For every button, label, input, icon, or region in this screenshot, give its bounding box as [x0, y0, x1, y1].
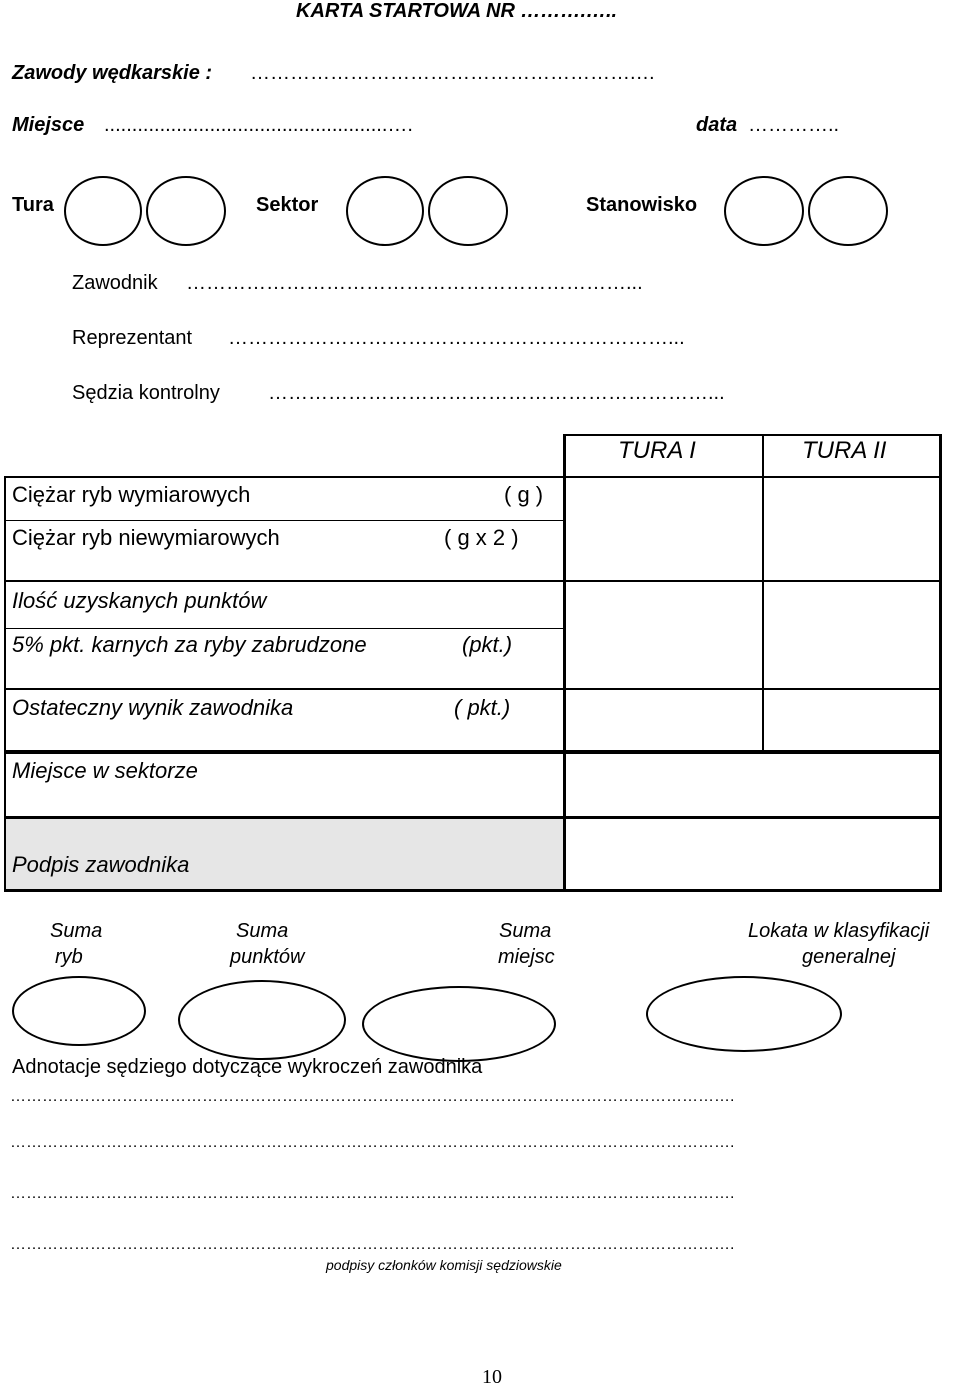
table-left-border	[4, 476, 6, 892]
sector-digit-2-circle[interactable]	[428, 176, 508, 246]
table-col-divider-2	[762, 434, 764, 752]
row-separator-5	[4, 750, 942, 754]
row-signature-label: Podpis zawodnika	[12, 852, 190, 877]
table-bottom-border	[4, 889, 942, 892]
row-result-unit: ( pkt.)	[454, 695, 511, 720]
place-label: Miejsce	[12, 114, 85, 136]
notes-line-2[interactable]: ……………………………………………………………………………………………………………………….	[10, 1134, 735, 1151]
stand-digit-2-circle[interactable]	[808, 176, 888, 246]
date-label: data	[696, 114, 738, 136]
row-penalty-unit: (pkt.)	[462, 632, 513, 657]
stand-label: Stanowisko	[586, 194, 698, 216]
row-separator-4	[4, 688, 942, 690]
row-penalty-label: 5% pkt. karnych za ryby zabrudzone	[12, 632, 367, 657]
judge-notes-label: Adnotacje sędziego dotyczące wykroczeń zawodnika	[12, 1056, 483, 1078]
sum-places-label-2: miejsc	[498, 946, 555, 968]
ranking-label-2: generalnej	[802, 946, 896, 968]
sum-points-label-2: punktów	[230, 946, 305, 968]
round-digit-1-circle[interactable]	[64, 176, 142, 246]
row-undersize-unit: ( g x 2 )	[444, 525, 519, 550]
sum-fish-label-2: ryb	[55, 946, 83, 968]
page-number: 10	[482, 1366, 502, 1388]
notes-line-3[interactable]: ……………………………………………………………………………………………………………………….	[10, 1185, 735, 1202]
competition-label: Zawody wędkarskie :	[12, 62, 213, 84]
stand-digit-1-circle[interactable]	[724, 176, 804, 246]
table-col-divider-1	[563, 434, 566, 892]
row-weight-label: Ciężar ryb wymiarowych	[12, 482, 251, 507]
row-separator-3	[4, 628, 564, 629]
judge-field[interactable]: …………………………………………………………...	[268, 382, 725, 404]
sum-fish-label-1: Suma	[50, 920, 103, 942]
representative-label: Reprezentant	[72, 327, 193, 349]
sum-points-oval[interactable]	[178, 980, 346, 1060]
round-digit-2-circle[interactable]	[146, 176, 226, 246]
sum-places-oval[interactable]	[362, 986, 556, 1062]
notes-line-4[interactable]: ……………………………………………………………………………………………………………………….	[10, 1236, 735, 1253]
round-label: Tura	[12, 194, 54, 216]
row-weight-unit: ( g )	[504, 482, 544, 507]
sector-label: Sektor	[256, 194, 319, 216]
sector-digit-1-circle[interactable]	[346, 176, 424, 246]
competitor-label: Zawodnik	[72, 272, 158, 294]
date-field[interactable]: …………..	[748, 114, 840, 136]
competitor-field[interactable]: …………………………………………………………...	[186, 272, 643, 294]
representative-field[interactable]: …………………………………………………………...	[228, 327, 685, 349]
table-top-border	[564, 434, 942, 436]
col-header-tura1: TURA I	[618, 437, 696, 464]
ranking-oval[interactable]	[646, 976, 842, 1052]
notes-line-1[interactable]: ……………………………………………………………………………………………………………………….	[10, 1088, 735, 1105]
place-field[interactable]: ...................................................….	[104, 114, 413, 136]
table-right-border	[939, 434, 942, 892]
row-separator-2	[4, 580, 942, 582]
ranking-label-1: Lokata w klasyfikacji	[748, 920, 930, 942]
sum-fish-oval[interactable]	[12, 976, 146, 1046]
row-points-label: Ilość uzyskanych punktów	[12, 588, 267, 613]
row-separator-1	[4, 520, 564, 521]
row-undersize-label: Ciężar ryb niewymiarowych	[12, 525, 280, 550]
col-header-tura2: TURA II	[802, 437, 887, 464]
sum-places-label-1: Suma	[499, 920, 552, 942]
table-header-bottom-border	[4, 476, 942, 478]
judge-label: Sędzia kontrolny	[72, 382, 220, 404]
sum-points-label-1: Suma	[236, 920, 289, 942]
card-title: KARTA STARTOWA NR ……….…..	[296, 0, 618, 22]
committee-signatures-label: podpisy członków komisji sędziowskie	[326, 1257, 562, 1273]
row-result-label: Ostateczny wynik zawodnika	[12, 695, 294, 720]
row-separator-6	[4, 816, 942, 819]
row-sector-place-label: Miejsce w sektorze	[12, 758, 198, 783]
competition-field[interactable]: ………………………………………………….…	[250, 62, 656, 84]
